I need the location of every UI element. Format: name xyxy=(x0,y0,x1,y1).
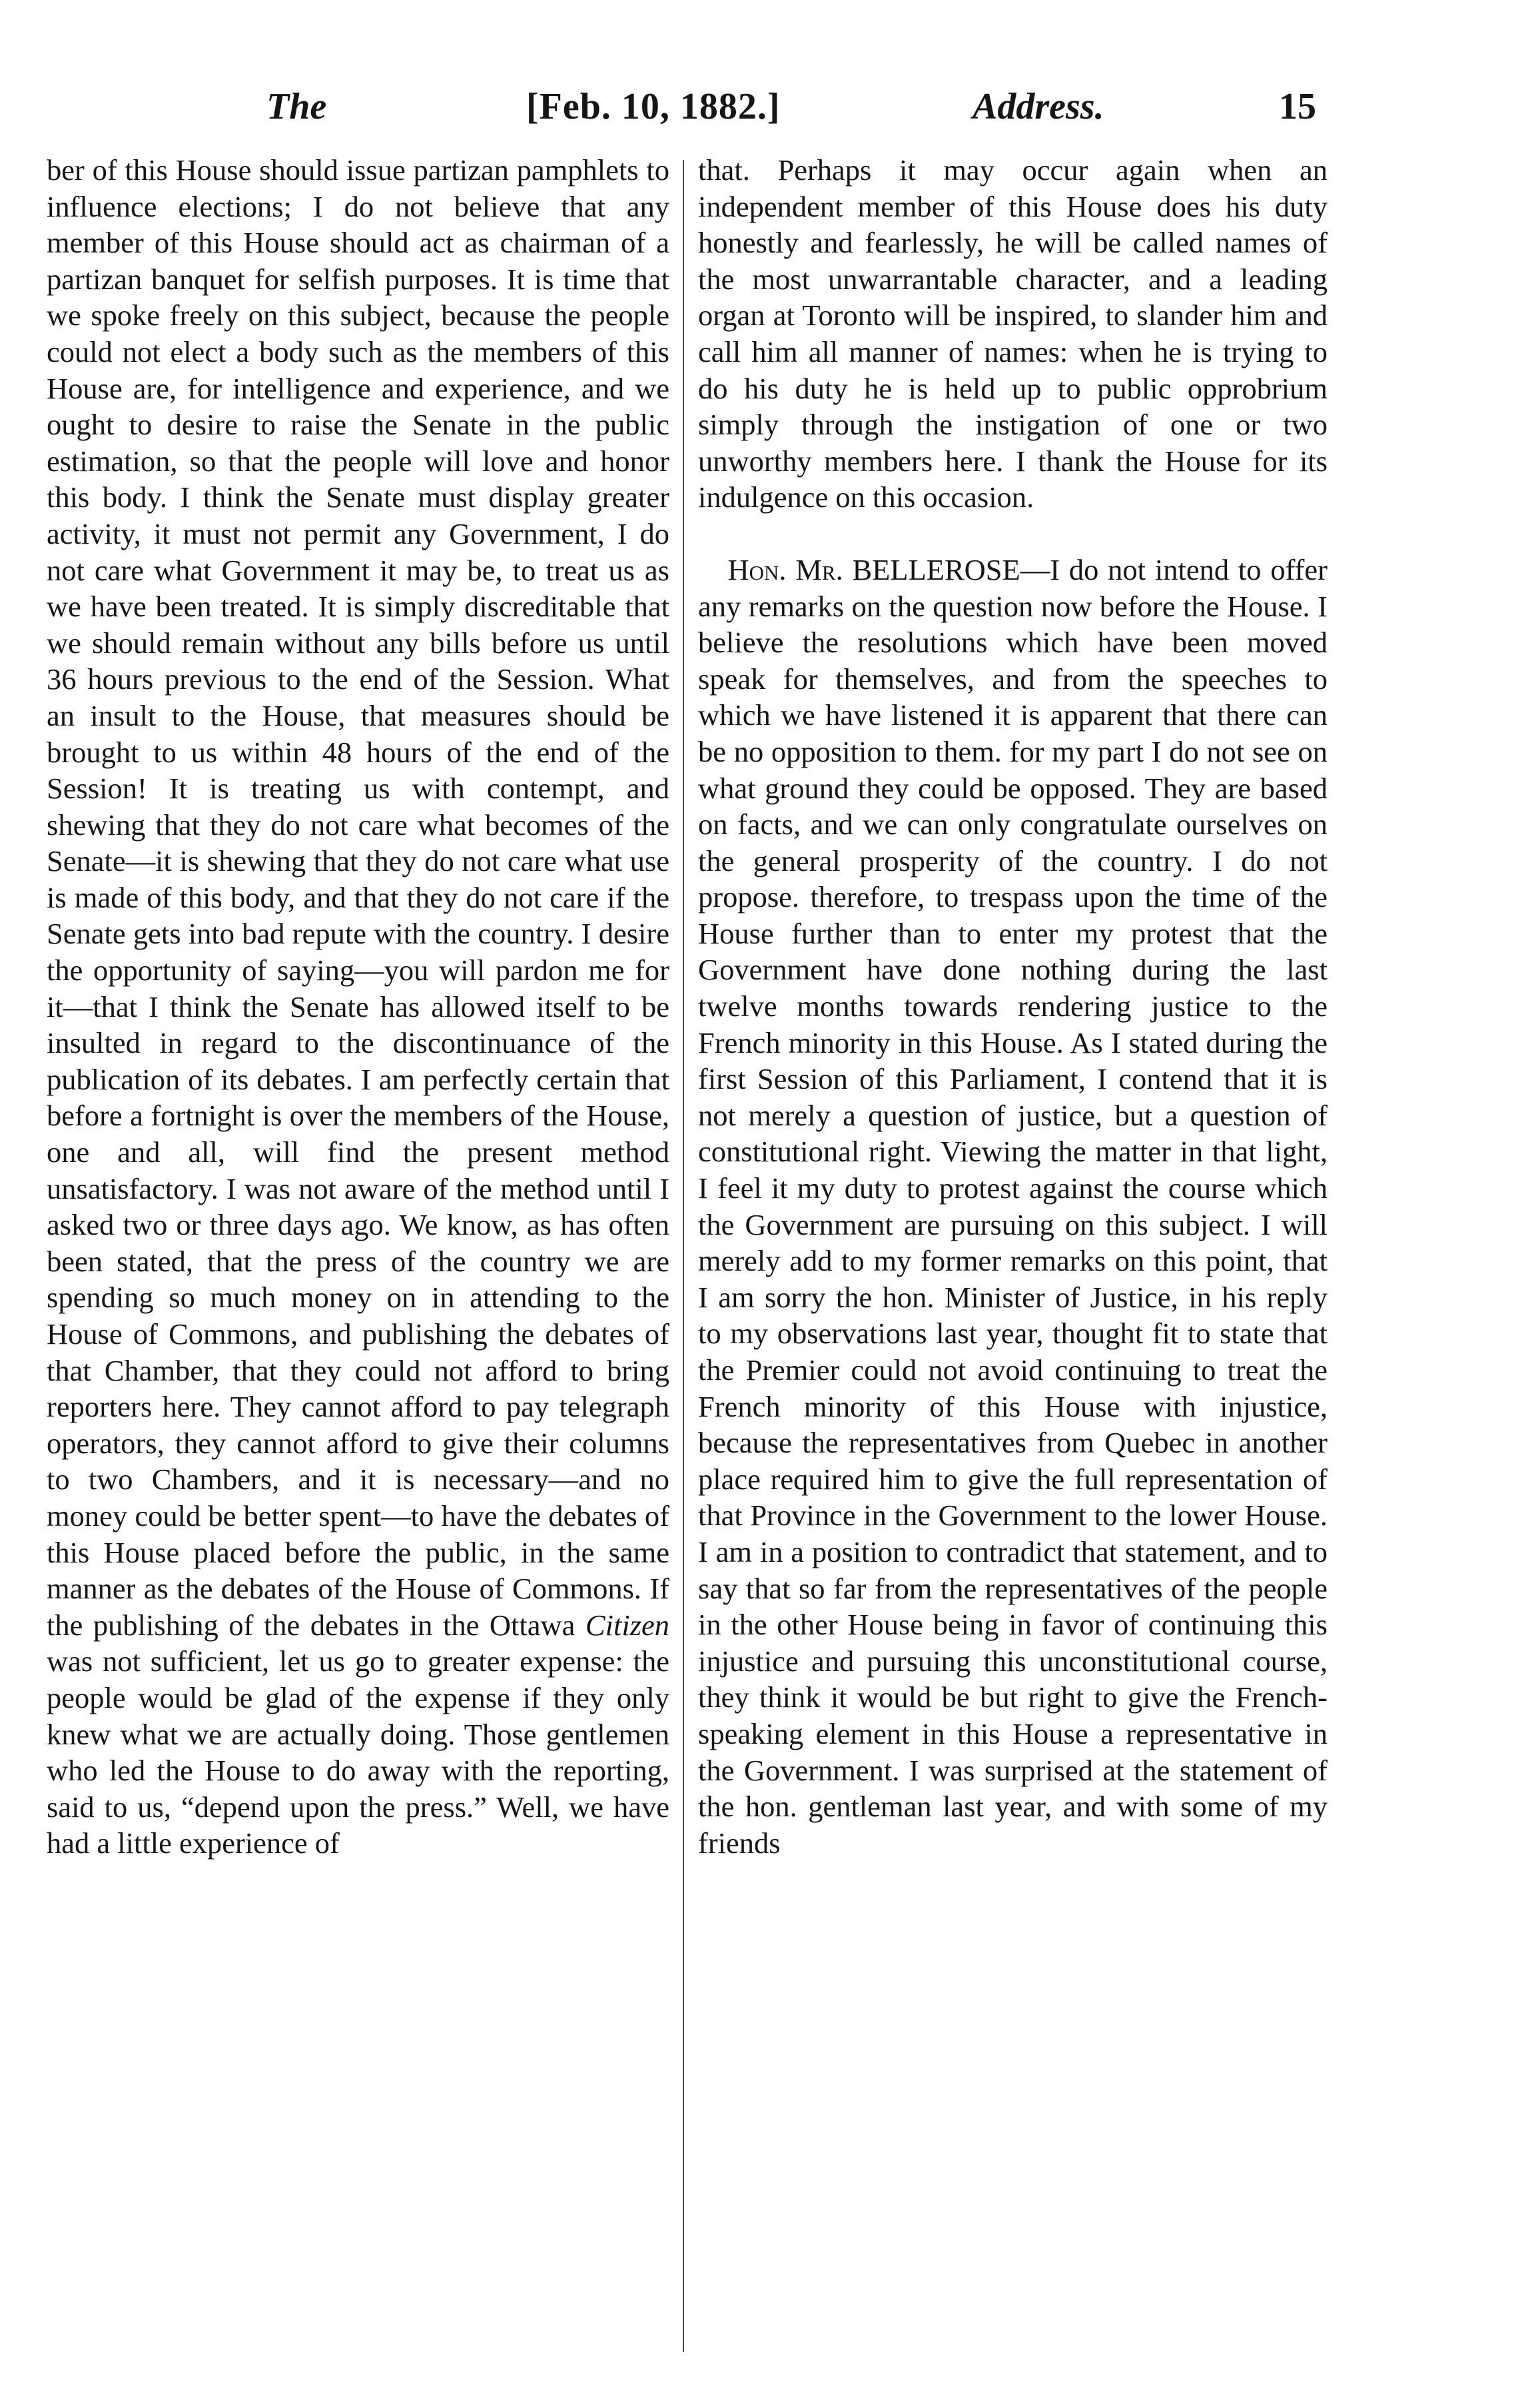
left-column xyxy=(47,152,669,2364)
page-header xyxy=(240,85,1332,152)
page-number: 15 xyxy=(1279,86,1316,127)
paragraph-gap xyxy=(698,516,1328,552)
speech-text: —I do not intend to offer any remarks on the question now before the House. I believe the resolutions which have been moved speak for themselves, and from the speeches to which we have listened it is apparent that there can be no opposition to them. for my part I do not see on what ground they could be opposed. They are based on facts, and we can only congratulate ourselves on the general prosperity of the country. I do not propose. therefore, to trespass upon the time of the House further than to enter my protest that the Government have done nothing during the last twelve months towards rendering justice to the French minority in this House. As I stated during the first Session of this Parliament, I contend that it is not merely a question of justice, but a question of constitutional right. Viewing the matter in that light, I feel it my duty to protest against the course which the Government are pursuing on this subject. I will merely add to my former remarks on this point, that I am sorry the hon. Minister of Justice, in his reply to my observations last year, thought fit to state that the Premier could not avoid continuing to treat the French minority of this House with injustice, because the representatives from Quebec in another place required him to give the full representation of that Province in the Government to the lower House. I am in a position to contradict that statement, and to say that so far from the representatives of the people in the other House being in favor of continuing this injustice and pursuing this unconstitutional course, they think it would be but right to give the French-speaking element in this House a representative in the Government. I was surprised at the statement of the hon. gentleman last year, and with some of my friends xyxy=(698,552,1328,1860)
newspaper-name: Citizen xyxy=(585,1608,670,1642)
right-paragraph-continued: that. Perhaps it may occur again when an independent member of this House does his duty honestly and fearlessly, he will be called names of the most unwarrantable character, and a leading organ at Toronto will be inspired, to slander him and call him all manner of names: when he is trying to do his duty he is held up to public opprobrium simply through the instigation of one or two unworthy members here. I thank the House for its indulgence on this occasion. xyxy=(698,153,1328,514)
right-paragraph-speech xyxy=(698,552,1328,1861)
running-title-left: The xyxy=(266,86,327,127)
running-title-right: Address. xyxy=(972,86,1104,127)
speaker-name: Hon. Mr. BELLEROSE xyxy=(727,552,1020,586)
header-date: [Feb. 10, 1882.] xyxy=(526,86,781,127)
left-paragraph-text-end: was not sufficient, let us go to greater expense: the people would be glad of the expense if they only knew what we are actually doing. Those gentlemen who led the House to do away with the reporting, said to us, “depend upon the press.” Well, we have had a little experience of xyxy=(47,1644,669,1860)
left-paragraph-text: ber of this House should issue partizan pamphlets to influence elections; I do not believe that any member of this House should act as chairman of a partizan banquet for selfish purposes. It is time that we spoke freely on this subject, because the people could not elect a body such as the members of this House are, for intelligence and experience, and we ought to desire to raise the Senate in the public estimation, so that the people will love and honor this body. I think the Senate must display greater activity, it must not permit any Government, I do not care what Government it may be, to treat us as we have been treated. It is simply discreditable that we should remain without any bills before us until 36 hours previous to the end of the Session. What an insult to the House, that measures should be brought to us within 48 hours of the end of the Session! It is treating us with contempt, and shewing that they do not care what becomes of the Senate—it is shewing that they do not care what use is made of this body, and that they do not care if the Senate gets into bad repute with the country. I desire the opportunity of saying—you will pardon me for it—that I think the Senate has allowed itself to be insulted in regard to the discontinuance of the publication of its debates. I am perfectly certain that before a fortnight is over the members of the House, one and all, will find the present method unsatisfactory. I was not aware of the method until I asked two or three days ago. We know, as has often been stated, that the press of the country we are spending so much money on in attending to the House of Commons, and publishing the debates of that Chamber, that they could not afford to bring reporters here. They cannot afford to pay telegraph operators, they cannot afford to give their columns to two Chambers, and it is necessary—and no money could be better spent—to have the debates of this House placed before the public, in the same manner as the debates of the House of Commons. If the publishing of the debates in the Ottawa xyxy=(47,153,669,1642)
column-divider xyxy=(683,160,684,2352)
left-paragraph xyxy=(47,152,669,1862)
right-column xyxy=(698,152,1328,2364)
